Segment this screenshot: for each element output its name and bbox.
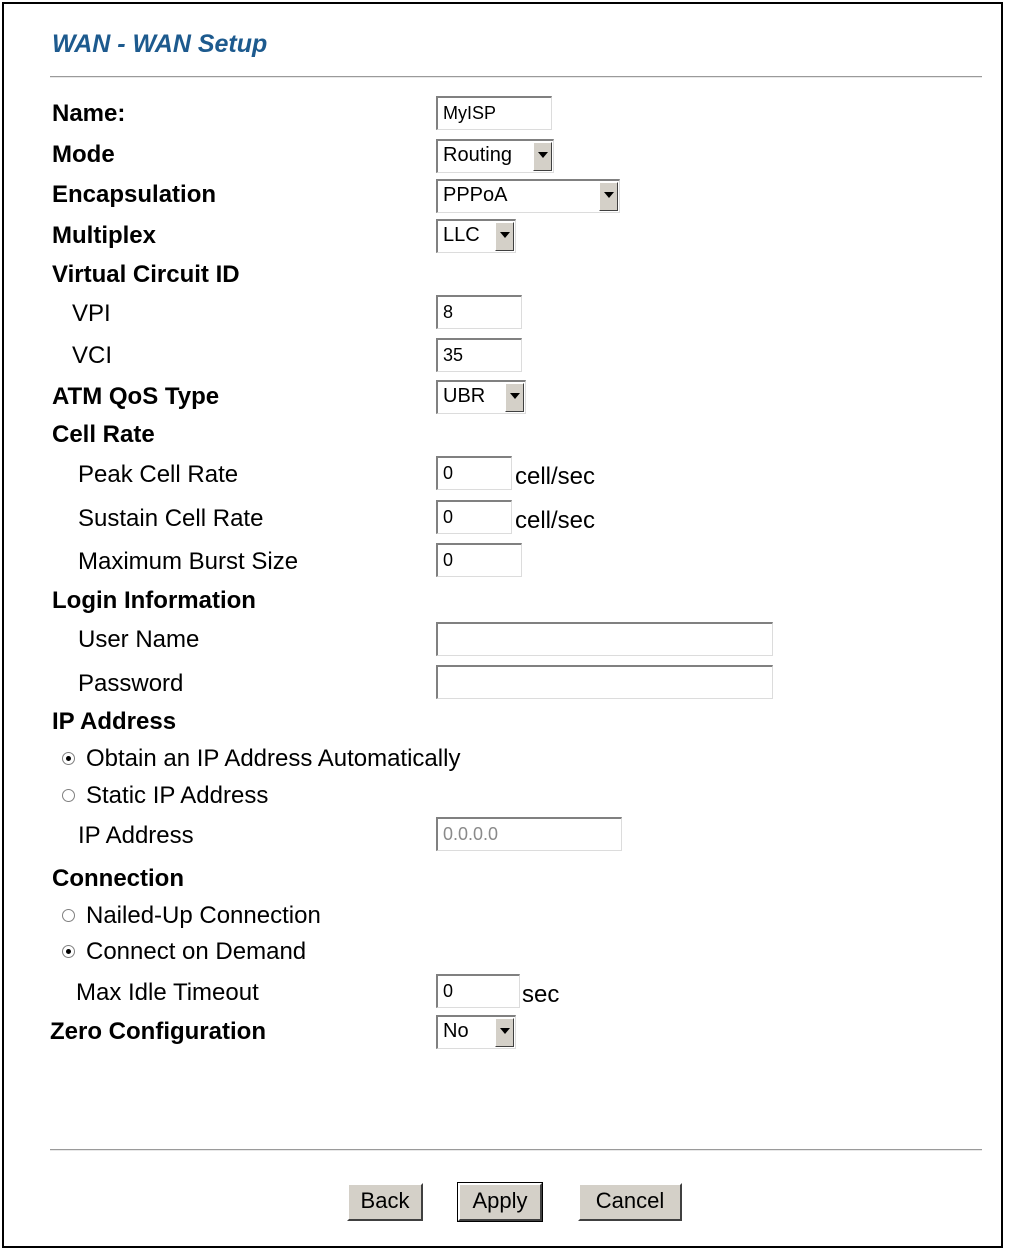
ip-auto-label: Obtain an IP Address Automatically bbox=[86, 745, 461, 772]
name-label: Name: bbox=[52, 100, 126, 127]
peak-cell-rate-unit: cell/sec bbox=[515, 463, 596, 490]
max-idle-timeout-label: Max Idle Timeout bbox=[76, 979, 259, 1006]
cell-rate-heading: Cell Rate bbox=[52, 421, 155, 448]
password-label: Password bbox=[78, 670, 184, 697]
cancel-button[interactable]: Cancel bbox=[578, 1183, 682, 1221]
sustain-cell-rate-input[interactable] bbox=[436, 500, 512, 534]
page-title: WAN - WAN Setup bbox=[52, 30, 268, 58]
atm-qos-select[interactable] bbox=[436, 380, 526, 414]
multiplex-label: Multiplex bbox=[52, 222, 157, 249]
connect-on-demand-radio[interactable] bbox=[62, 945, 75, 958]
sustain-cell-rate-label: Sustain Cell Rate bbox=[78, 505, 264, 532]
mode-select[interactable] bbox=[436, 139, 554, 173]
nailed-up-radio[interactable] bbox=[62, 909, 75, 922]
chevron-down-icon[interactable] bbox=[495, 1018, 514, 1047]
connect-on-demand-label: Connect on Demand bbox=[86, 938, 307, 965]
encapsulation-label: Encapsulation bbox=[52, 181, 217, 208]
vpi-label: VPI bbox=[72, 300, 111, 327]
username-label: User Name bbox=[78, 626, 200, 653]
zero-config-select[interactable] bbox=[436, 1015, 516, 1049]
mode-label: Mode bbox=[52, 141, 115, 168]
atm-qos-select-value: UBR bbox=[443, 385, 486, 407]
ip-address-input[interactable] bbox=[436, 817, 622, 851]
chevron-down-icon[interactable] bbox=[599, 182, 618, 211]
back-button[interactable]: Back bbox=[347, 1183, 423, 1221]
zero-config-select-value: No bbox=[443, 1020, 469, 1042]
max-burst-size-input[interactable] bbox=[436, 543, 522, 577]
multiplex-select[interactable] bbox=[436, 219, 516, 253]
max-idle-timeout-input[interactable] bbox=[436, 974, 520, 1008]
peak-cell-rate-label: Peak Cell Rate bbox=[78, 461, 239, 488]
login-heading: Login Information bbox=[52, 587, 256, 614]
ip-static-radio[interactable] bbox=[62, 789, 75, 802]
chevron-down-icon[interactable] bbox=[505, 383, 524, 412]
multiplex-select-value: LLC bbox=[443, 224, 480, 246]
ip-auto-radio[interactable] bbox=[62, 752, 75, 765]
max-burst-size-label: Maximum Burst Size bbox=[78, 548, 299, 575]
ip-address-label: IP Address bbox=[78, 822, 194, 849]
zero-config-label: Zero Configuration bbox=[50, 1018, 266, 1045]
encapsulation-select[interactable] bbox=[436, 179, 620, 213]
vci-label: VCI bbox=[72, 342, 113, 369]
apply-button[interactable]: Apply bbox=[458, 1183, 542, 1221]
title-divider bbox=[50, 76, 982, 78]
ip-static-label: Static IP Address bbox=[86, 782, 269, 809]
nailed-up-label: Nailed-Up Connection bbox=[86, 902, 321, 929]
sustain-cell-rate-unit: cell/sec bbox=[515, 507, 596, 534]
mode-select-value: Routing bbox=[443, 144, 512, 166]
footer-divider bbox=[50, 1149, 982, 1151]
vpi-input[interactable] bbox=[436, 295, 522, 329]
chevron-down-icon[interactable] bbox=[495, 222, 514, 251]
virtual-circuit-heading: Virtual Circuit ID bbox=[52, 261, 240, 288]
password-input[interactable] bbox=[436, 665, 773, 699]
chevron-down-icon[interactable] bbox=[533, 142, 552, 171]
atm-qos-label: ATM QoS Type bbox=[52, 383, 220, 410]
encapsulation-select-value: PPPoA bbox=[443, 184, 508, 206]
vci-input[interactable] bbox=[436, 338, 522, 372]
peak-cell-rate-input[interactable] bbox=[436, 456, 512, 490]
connection-heading: Connection bbox=[52, 865, 184, 892]
ip-address-heading: IP Address bbox=[52, 708, 177, 735]
username-input[interactable] bbox=[436, 622, 773, 656]
name-input[interactable] bbox=[436, 96, 552, 130]
max-idle-timeout-unit: sec bbox=[522, 981, 560, 1008]
